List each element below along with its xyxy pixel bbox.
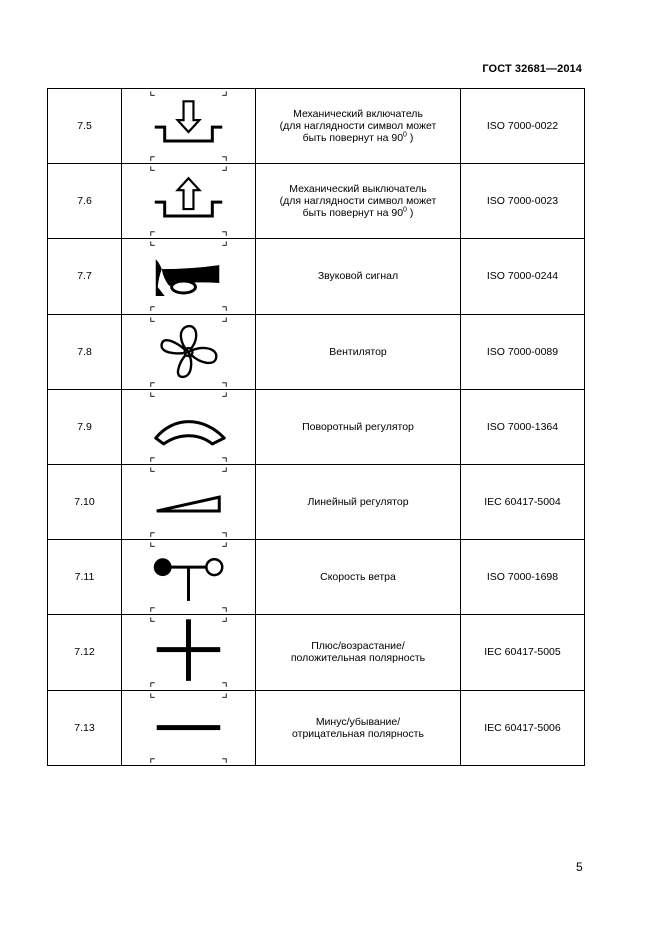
item-number: 7.5 <box>48 89 122 164</box>
minus-icon <box>122 691 255 765</box>
symbol-cell <box>122 314 256 389</box>
degree-superscript: 0 <box>403 206 407 214</box>
description-tail: ) <box>406 132 414 145</box>
symbol-description <box>256 464 461 539</box>
mechanical-switch-off-icon <box>122 164 255 238</box>
degree-superscript: 0 <box>403 131 407 139</box>
standard-reference: ISO 7000-0023 <box>461 164 585 239</box>
symbol-cell <box>122 615 256 690</box>
table-row <box>48 239 585 314</box>
table-row <box>48 615 585 690</box>
item-number: 7.13 <box>48 690 122 765</box>
document-number: ГОСТ 32681—2014 <box>482 63 582 75</box>
symbol-cell <box>122 540 256 615</box>
symbol-cell <box>122 239 256 314</box>
mechanical-switch-on-icon <box>122 89 255 163</box>
description-text: Линейный регулятор <box>307 496 409 509</box>
description-text: Плюс/возрастание/ положительная полярность <box>290 640 426 665</box>
symbol-cell <box>122 164 256 239</box>
standard-reference: ISO 7000-1698 <box>461 540 585 615</box>
table-row <box>48 389 585 464</box>
horn-icon <box>122 239 255 313</box>
standard-reference: ISO 7000-1364 <box>461 389 585 464</box>
item-number: 7.9 <box>48 389 122 464</box>
standard-reference: IEC 60417-5006 <box>461 690 585 765</box>
symbol-cell <box>122 690 256 765</box>
item-number: 7.6 <box>48 164 122 239</box>
symbol-description <box>256 615 461 690</box>
description-text: Механический включатель (для наглядности символ может быть повернут на 90 <box>279 108 437 145</box>
wind-speed-icon <box>122 540 255 614</box>
description-text: Звуковой сигнал <box>317 270 399 283</box>
plus-icon <box>122 615 255 689</box>
table-row <box>48 540 585 615</box>
symbol-description <box>256 314 461 389</box>
item-number: 7.7 <box>48 239 122 314</box>
table-row <box>48 464 585 539</box>
description-text: Скорость ветра <box>320 571 396 584</box>
symbol-description <box>256 389 461 464</box>
page-number: 5 <box>576 860 583 874</box>
symbol-cell <box>122 89 256 164</box>
standard-reference: IEC 60417-5005 <box>461 615 585 690</box>
standard-reference: IEC 60417-5004 <box>461 464 585 539</box>
symbol-description <box>256 239 461 314</box>
symbol-cell <box>122 389 256 464</box>
standard-reference: ISO 7000-0244 <box>461 239 585 314</box>
table-row <box>48 690 585 765</box>
item-number: 7.8 <box>48 314 122 389</box>
standard-reference: ISO 7000-0089 <box>461 314 585 389</box>
table-row <box>48 164 585 239</box>
standard-reference: ISO 7000-0022 <box>461 89 585 164</box>
symbol-description <box>256 690 461 765</box>
rotary-control-icon <box>122 390 255 464</box>
table-row <box>48 314 585 389</box>
symbol-description <box>256 89 461 164</box>
item-number: 7.10 <box>48 464 122 539</box>
item-number: 7.11 <box>48 540 122 615</box>
description-tail: ) <box>406 207 414 220</box>
description-text: Минус/убывание/ отрицательная полярность <box>292 715 424 740</box>
description-text: Вентилятор <box>329 345 387 358</box>
symbol-cell <box>122 464 256 539</box>
symbols-table <box>47 88 585 766</box>
symbol-description <box>256 540 461 615</box>
linear-control-icon <box>122 465 255 539</box>
symbol-description <box>256 164 461 239</box>
item-number: 7.12 <box>48 615 122 690</box>
description-text: Механический выключатель (для наглядности символ может быть повернут на 90 <box>279 183 437 220</box>
fan-icon <box>122 315 255 389</box>
description-text: Поворотный регулятор <box>302 420 414 433</box>
table-row <box>48 89 585 164</box>
